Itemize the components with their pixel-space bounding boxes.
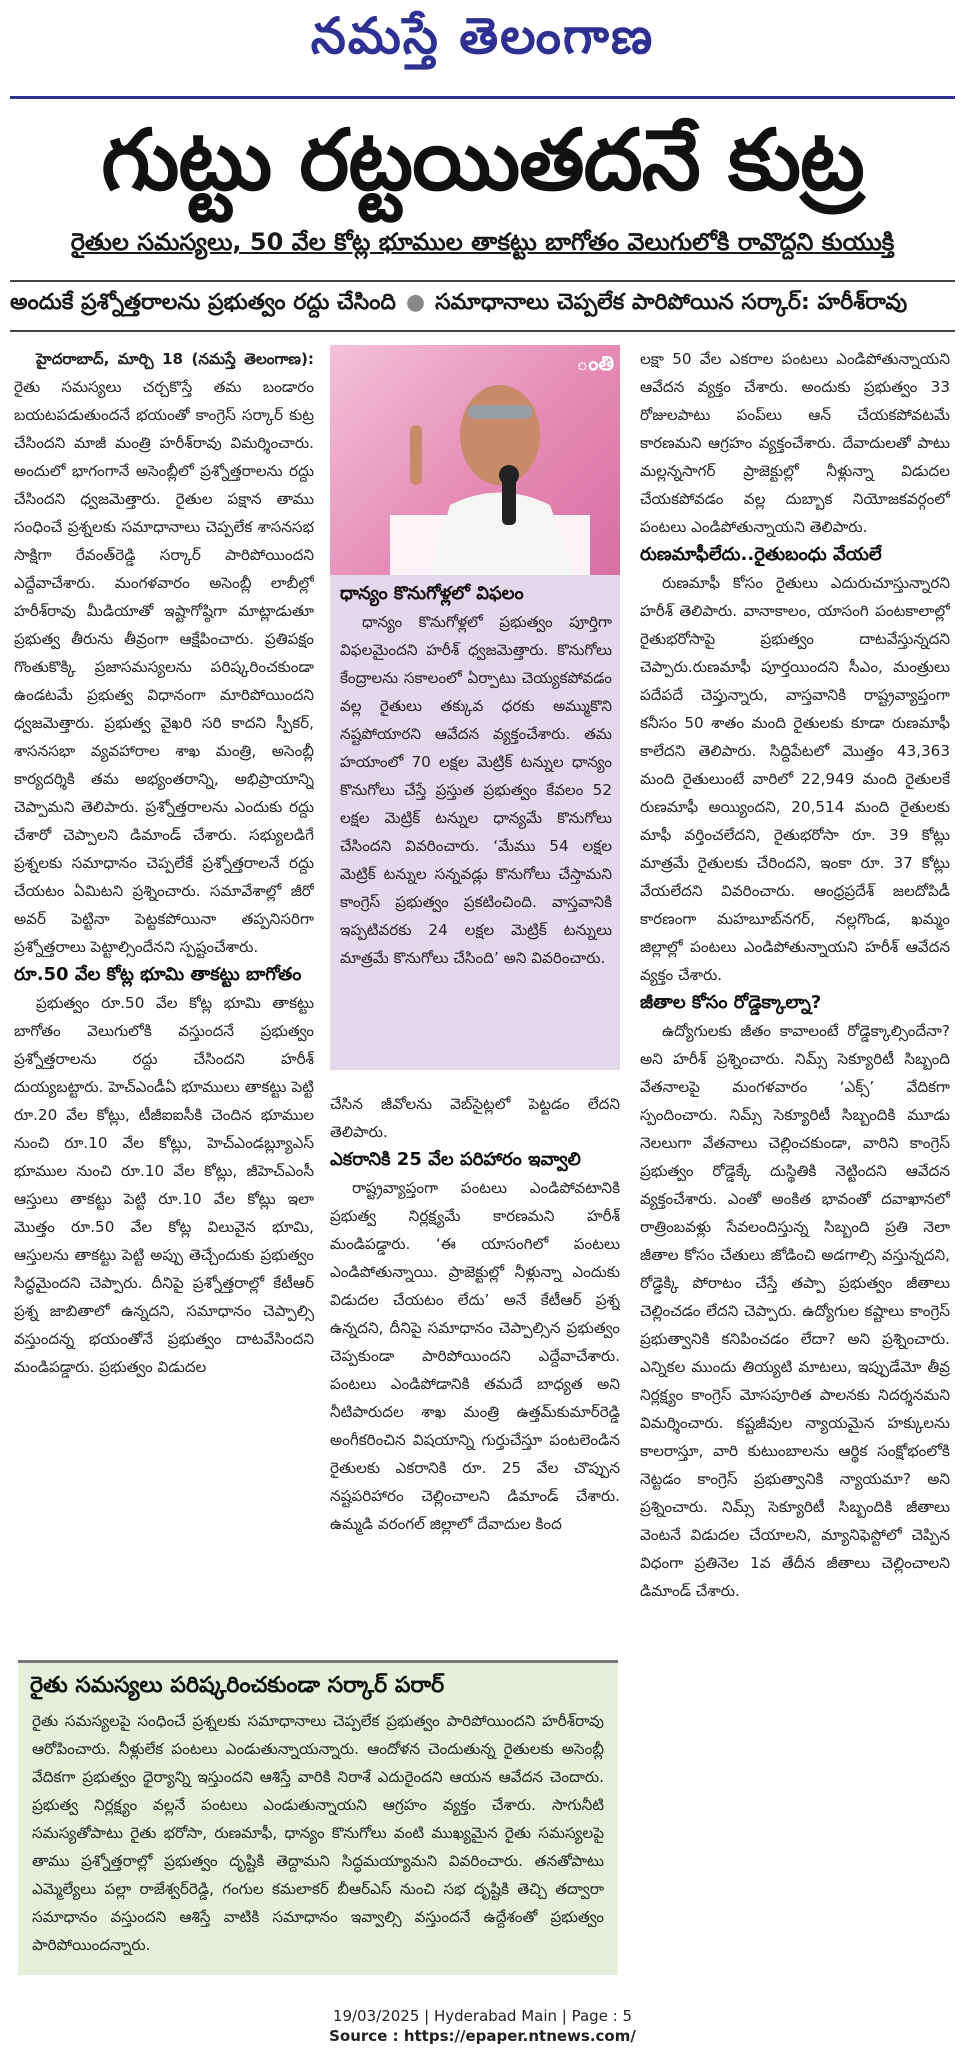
footer-edition: 19/03/2025 | Hyderabad Main | Page : 5 xyxy=(332,2007,633,2025)
subheadline xyxy=(10,228,955,262)
kicker-rule-top xyxy=(10,280,955,282)
col1-para-2: ప్రభుత్వం రూ.50 వేల కోట్ల భూమి తాకట్టు బాగోతం వెలుగులోకి వస్తుందనే ప్రభుత్వం ప్రశ్నోత్తరాలను రద్దు చేసిందని హరీశ్ దుయ్యబట్టారు. హెచ్‌ఎండీఏ భూములు తాకట్టు పెట్టి రూ.20 వేల కోట్లు, టీజీఐఐసీకి చెందిన భూముల నుంచి రూ.10 వేల కోట్లు, హెచ్‌ఎండబ్ల్యూఎస్ భూముల నుంచి రూ.10 వేల కోట్లు, జీహెచ్‌ఎంసీ ఆస్తులు తాకట్టు పెట్టి రూ.10 వేల కోట్లు ఇలా మొత్తం రూ.50 వేల కోట్ల విలువైన భూమి, ఆస్తులను తాకట్టు పెట్టి అప్పు తెచ్చేందుకు ప్రభుత్వం సిద్ధమైందని చెప్పారు. దీనిపై ప్రశ్నోత్తరాల్లో కేటీఆర్ ప్రశ్న జాబితాలో ఉన్నదని, సమాధానం చెప్పాల్సి వస్తుందన్న భయంతోనే ప్రభుత్వం దాటవేసిందని మండిపడ్డారు. ప్రభుత్వం విడుదల xyxy=(14,994,314,1376)
boxed-story-body: రైతు సమస్యలపై సంధించే ప్రశ్నలకు సమాధానాలు చెప్పలేక ప్రభుత్వం పారిపోయిందని హరీశ్‌రావు ఆరోపించారు. నీళ్లులేక పంటలు ఎండుతున్నాయన్నారు. ఆందోళన చెందుతున్న రైతులకు అసెంబ్లీ వేదికగా ప్రభుత్వం ధైర్యాన్ని ఇస్తుందని ఆశిస్తే వారికి నిరాశే ఎదురైందని ఆయన ఆవేదన చెందారు. ప్రభుత్వ నిర్లక్ష్యం వల్లనే పంటలు ఎండుతున్నాయని ఆగ్రహం వ్యక్తం చేశారు. సాగునీటి సమస్యతోపాటు రైతు భరోసా, రుణమాఫీ, ధాన్యం కొనుగోలు వంటి ముఖ్యమైన రైతు సమస్యలపై తాము ప్రశ్నోత్తరాల్లో ప్రభుత్వం దృష్టికి తెద్దామని సిద్ధమయ్యామని వివరించారు. తనతోపాటు ఎమ్మెల్యేలు పల్లా రాజేశ్వర్‌రెడ్డి, గంగుల కమలాకర్ బీఆర్‌ఎస్ నుంచి సభ దృష్టికి తెచ్చి తద్వారా సమాధానం వస్తుందని ఆశిస్తే వాటికి సమాధానం ఇవ్వాల్సి వస్తుందనే ఉద్దేశంతో ప్రభుత్వం పారిపోయిందన్నారు. xyxy=(32,1712,604,1954)
col3-subtitle-1: రుణమాఫీలేదు..రైతుబంధు వేయలే xyxy=(640,544,882,565)
headline: గుట్టు రట్టయితదనే కుట్ర xyxy=(101,111,864,209)
boxed-story xyxy=(18,1660,618,1975)
col2-subtitle-1: ధాన్యం కొనుగోళ్లలో విఫలం xyxy=(340,583,524,604)
col2-subtitle-2: ఎకరానికి 25 వేల పరిహారం ఇవ్వాలి xyxy=(330,1149,581,1170)
subheadline-text: రైతుల సమస్యలు, 50 వేల కోట్ల భూముల తాకట్టు బాగోతం వెలుగులోకి రావొద్దని కుయుక్తి xyxy=(70,228,895,256)
speaker-figure-icon xyxy=(390,365,590,575)
col1-para-1 xyxy=(14,345,314,961)
masthead: నమస్తే తెలంగాణ xyxy=(310,6,655,65)
col3-para-2: రుణమాఫీ కోసం రైతులు ఎదురుచూస్తున్నారని హరీశ్ తెలిపారు. వానాకాలం, యాసంగి పంటకాలాల్లో రైతుభరోసాపై ప్రభుత్వం దాటవేస్తున్నదని చెప్పారు.రుణమాఫీ పూర్తయిందని సీఎం, మంత్రులు పదేపదే చెప్తున్నారు, వాస్తవానికి రాష్ట్రవ్యాప్తంగా కనీసం 50 శాతం మంది రైతులకు కూడా రుణమాఫీ కాలేదని తెలిపారు. సిద్దిపేటలో మొత్తం 43,363 మంది రైతులుంటే వారిలో 22,949 మంది రైతులకే రుణమాఫీ అయ్యిందని, 20,514 మంది రైతులకు మాఫీ వర్తించలేదని, రైతుభరోసా రూ. 39 కోట్లు మాత్రమే రైతులకు చేరిందని, ఇంకా రూ. 37 కోట్లు వేయలేదని వివరించారు. ఆంధ్రప్రదేశ్ జలదోపిడీ కారణంగా మహబూబ్‌నగర్, నల్లగొండ, ఖమ్మం జిల్లాల్లో పంటలు ఎండిపోతున్నాయని హరీశ్ ఆవేదన వ్యక్తం చేశారు. xyxy=(640,574,950,984)
article-column-2b xyxy=(330,1090,620,1650)
article-column-3 xyxy=(640,345,950,1985)
article-column-1 xyxy=(14,345,314,1650)
col3-para-3: ఉద్యోగులకు జీతం కావాలంటే రోడ్డెక్కాల్సిందేనా? అని హరీశ్ ప్రశ్నించారు. నిమ్స్ సెక్యూరిటీ సిబ్బంది వేతనాలపై మంగళవారం ‘ఎక్స్’ వేదికగా స్పందించారు. నిమ్స్ సెక్యూరిటీ సిబ్బందికి మూడు నెలలుగా వేతనాలు చెల్లించకుండా, వారిని కాంగ్రెస్ ప్రభుత్వం రోడ్డెక్కే దుస్థితికి నెట్టిందని ఆవేదన వ్యక్తంచేశారు. ఎంతో అంకిత భావంతో దవాఖానలో రాత్రింబవళ్లు సేవలందిస్తున్న సిబ్బంది ప్రతి నెలా జీతాల కోసం చేతులు జోడించి అడగాల్సి వస్తున్నదని, రోడ్డెక్కి పోరాటం చేస్తే తప్పా ప్రభుత్వం జీతాలు చెల్లించడం లేదని చెప్పారు. ఉద్యోగుల కష్టాలు కాంగ్రెస్ ప్రభుత్వానికి కనిపించడం లేదా? అని ప్రశ్నించారు. ఎన్నికల ముందు తియ్యటి మాటలు, ఇప్పుడేమో తీవ్ర నిర్లక్ష్యం కాంగ్రెస్ మోసపూరిత పాలనకు నిదర్శనమని విమర్శించారు. కష్టజీవుల న్యాయమైన హక్కులను కాలరాస్తూ, వారి కుటుంబాలను ఆర్థిక సంక్షోభంలోకి నెట్టడం కాంగ్రెస్ ప్రభుత్వానికి న్యాయమా? అని ప్రశ్నించారు. నిమ్స్ సెక్యూరిటీ సిబ్బందికి జీతాలు వెంటనే విడుదల చేయాలని, మ్యానిఫెస్టోలో చెప్పిన విధంగా ప్రతినెల 1వ తేదీన జీతాలు చెల్లించాలని డిమాండ్ చేశారు. xyxy=(640,1022,950,1600)
col1-para-1-text: రైతు సమస్యలు చర్చకొస్తే తమ బండారం బయటపడుతుందనే భయంతో కాంగ్రెస్ సర్కార్ కుట్ర చేసిందని మాజీ మంత్రి హరీశ్‌రావు విమర్శించారు. అందులో భాగంగానే అసెంబ్లీలో ప్రశ్నోత్తరాలను రద్దు చేసిందని ధ్వజమెత్తారు. రైతుల పక్షాన తాము సంధించే ప్రశ్నలకు సమాధానాలు చెప్పలేక శాసనసభ సాక్షిగా రేవంత్‌రెడ్డి సర్కార్ పారిపోయిందని ఎద్దేవాచేశారు. మంగళవారం అసెంబ్లీ లాబీల్లో హరీశ్‌రావు మీడియాతో ఇష్టాగోష్ఠిగా మాట్లాడుతూ ప్రభుత్వ తీరును తీవ్రంగా ఆక్షేపించారు. ప్రతిపక్షం గొంతుకొక్కి ప్రజాసమస్యలను పరిష్కరించకుండా ఉండటమే ప్రభుత్వ విధానంగా మారిపోయిందని ధ్వజమెత్తారు. ప్రభుత్వ వైఖరి సరి కాదని స్పీకర్, శాసనసభా వ్యవహారాల శాఖ మంత్రి, అసెంబ్లీ కార్యదర్శికి తమ అభ్యంతరాన్ని, అభిప్రాయాన్ని చెప్పామని తెలిపారు. ప్రశ్నోత్తరాలను ఎందుకు రద్దు చేశారో చెప్పాలని డిమాండ్ చేశారు. సభ్యులడిగే ప్రశ్నలకు సమాధానం చెప్పలేకే ప్రశ్నోత్తరాలనే రద్దు చేయటం ఏమిటని ప్రశ్నించారు. సమావేశాల్లో జీరో అవర్ పెట్టినా పెట్టకపోయినా తప్పనిసరిగా ప్రశ్నోత్తరాలు పెట్టాల్సిందేనని స్పష్టంచేశారు. xyxy=(14,378,314,956)
kicker xyxy=(10,290,955,320)
kicker-right: సమాధానాలు చెప్పలేక పారిపోయిన సర్కార్: హరీశ్‌రావు xyxy=(435,290,908,315)
col2-para-3: రాష్ట్రవ్యాప్తంగా పంటలు ఎండిపోవటానికి ప్రభుత్వ నిర్లక్ష్యమే కారణమని హరీశ్ మండిపడ్డారు. ‘ఈ యాసంగిలో పంటలు ఎండిపోతున్నాయి. ప్రాజెక్టుల్లో నీళ్లున్నా ఎందుకు విడుదల చేయటం లేదు’ అనే కేటీఆర్ ప్రశ్న ఉన్నదని, దీనిపై సమాధానం చెప్పాల్సిన ప్రభుత్వం చెప్పకుండా పారిపోయిందని ఎద్దేవాచేశారు. పంటలు ఎండిపోడానికి తమదే బాధ్యత అని నీటిపారుదల శాఖ మంత్రి ఉత్తమ్‌కుమార్‌రెడ్డి అంగీకరించిన విషయాన్ని గుర్తుచేస్తూ పంటలెండిన రైతులకు ఎకరానికి రూ. 25 వేల చొప్పున నష్టపరిహారం చెల్లించాలని డిమాండ్ చేశారు. ఉమ్మడి వరంగల్ జిల్లాలో దేవాదుల కింద xyxy=(330,1179,620,1533)
photo-banner-text: ంతి xyxy=(576,351,614,375)
footer xyxy=(0,2006,965,2046)
article-photo xyxy=(330,345,620,575)
col3-subtitle-2: జీతాల కోసం రోడ్డెక్కాల్నా? xyxy=(640,992,822,1013)
kicker-left: అందుకే ప్రశ్నోత్తరాలను ప్రభుత్వం రద్దు చేసింది xyxy=(10,290,396,315)
footer-source: Source : https://epaper.ntnews.com/ xyxy=(329,2027,636,2045)
boxed-story-title: రైతు సమస్యలు పరిష్కరించకుండా సర్కార్ పరార్ xyxy=(30,1673,445,1698)
col3-para-1: లక్షా 50 వేల ఎకరాల పంటలు ఎండిపోతున్నాయని ఆవేదన వ్యక్తం చేశారు. అందుకు ప్రభుత్వం 33 రోజులపాటు పంప్‌లు ఆన్ చేయకపోవటమే కారణమని ఆగ్రహం వ్యక్తంచేశారు. దేవాదులతో పాటు మల్లన్నసాగర్ ప్రాజెక్టుల్లో నీళ్లున్నా విడుదల చేయకపోవడం వల్ల దుబ్బాక నియోజకవర్గంలో పంటలు ఎండిపోతున్నాయని తెలిపారు. xyxy=(640,350,950,536)
col1-subtitle: రూ.50 వేల కోట్ల భూమి తాకట్టు బాగోతం xyxy=(14,964,302,985)
dateline: హైదరాబాద్, మార్చి 18 (నమస్తే తెలంగాణ): xyxy=(36,350,314,368)
col2-para-1: ధాన్యం కొనుగోళ్లలో ప్రభుత్వం పూర్తిగా విఫలమైందని హరీశ్ ధ్వజమెత్తారు. కొనుగోలు కేంద్రాలను సకాలంలో ఏర్పాటు చెయ్యకపోవడం వల్ల రైతులు తక్కువ ధరకు అమ్ముకొని నష్టపోయారని ఆవేదన వ్యక్తంచేశారు. తమ హయాంలో 70 లక్షల మెట్రిక్ టన్నుల ధాన్యం కొనుగోలు చేస్తే ప్రస్తుత ప్రభుత్వం కేవలం 52 లక్షల మెట్రిక్ టన్నుల ధాన్యమే కొనుగోలు చేసిందని వివరించారు. ‘మేము 54 లక్షల మెట్రిక్ టన్నుల సన్నవడ్లు కొనుగోలు చేస్తామని కాంగ్రెస్ ప్రభుత్వం ప్రకటించింది. వాస్తవానికి ఇప్పటివరకు 24 లక్షల మెట్రిక్ టన్నులు మాత్రమే కొనుగోలు చేసింది’ అని వివరించారు. xyxy=(340,613,612,967)
col2-para-2: చేసిన జీవోలను వెబ్‌సైట్లలో పెట్టడం లేదని తెలిపారు. xyxy=(330,1095,620,1141)
kicker-rule-bottom xyxy=(10,330,955,332)
bullet-icon: ● xyxy=(405,290,426,315)
masthead-rule xyxy=(10,96,955,99)
